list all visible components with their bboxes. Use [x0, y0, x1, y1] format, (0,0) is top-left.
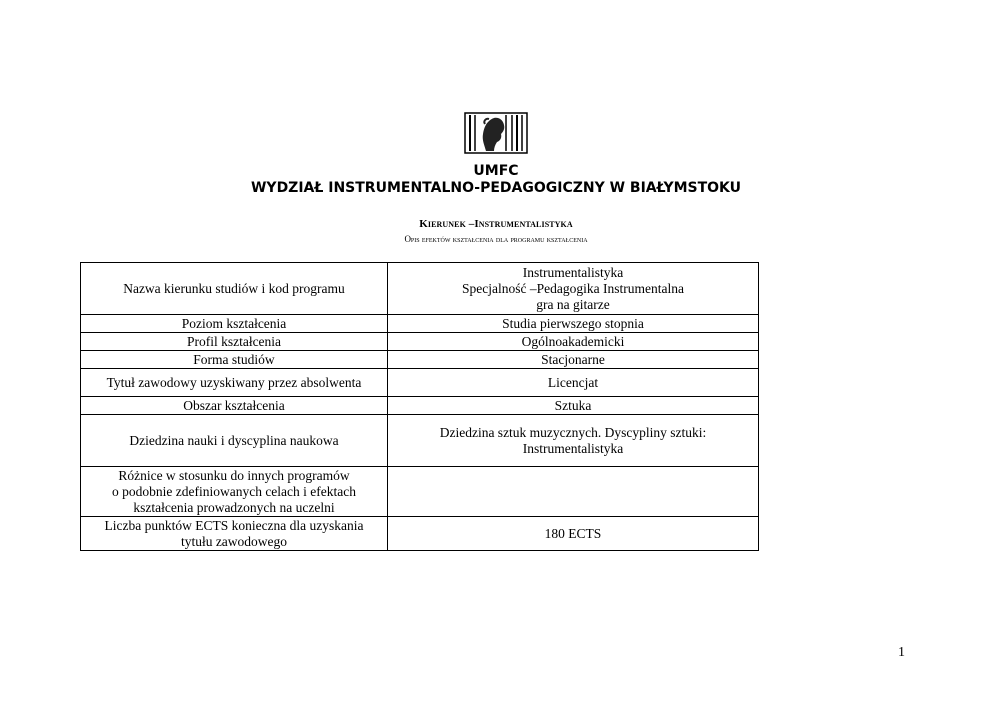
program-heading: Kierunek –Instrumentalistyka [419, 218, 573, 230]
row-label: Nazwa kierunku studiów i kod programu [81, 263, 388, 315]
row-value: 180 ECTS [388, 517, 759, 551]
table-row [81, 351, 759, 369]
program-info-table [80, 262, 759, 551]
table-row [81, 517, 759, 551]
row-value [388, 467, 759, 517]
row-label: Dziedzina nauki i dyscyplina naukowa [81, 415, 388, 467]
row-value: Dziedzina sztuk muzycznych. Dyscypliny sztuki: Instrumentalistyka [388, 415, 759, 467]
row-value: Licencjat [388, 369, 759, 397]
row-value: Ogólnoakademicki [388, 333, 759, 351]
table-row [81, 397, 759, 415]
page-number: 1 [898, 645, 905, 660]
row-label: Różnice w stosunku do innych programów o podobnie zdefiniowanych celach i efektach kształcenia prowadzonych na uczelni [81, 467, 388, 517]
table-row [81, 369, 759, 397]
org-title: UMFC [473, 163, 519, 179]
row-label: Forma studiów [81, 351, 388, 369]
table-row [81, 467, 759, 517]
row-value: Sztuka [388, 397, 759, 415]
row-label: Obszar kształcenia [81, 397, 388, 415]
row-label: Tytuł zawodowy uzyskiwany przez absolwenta [81, 369, 388, 397]
row-value: Stacjonarne [388, 351, 759, 369]
description-heading: Opis efektów kształcenia dla programu kształcenia [404, 234, 588, 244]
row-label: Profil kształcenia [81, 333, 388, 351]
table-row [81, 415, 759, 467]
table-row [81, 333, 759, 351]
faculty-title: WYDZIAŁ INSTRUMENTALNO-PEDAGOGICZNY W BIAŁYMSTOKU [250, 180, 742, 196]
row-label: Liczba punktów ECTS konieczna dla uzyskania tytułu zawodowego [81, 517, 388, 551]
table-row [81, 315, 759, 333]
row-label: Poziom kształcenia [81, 315, 388, 333]
table-row [81, 263, 759, 315]
umfc-logo [464, 112, 528, 154]
row-value: Instrumentalistyka Specjalność –Pedagogika Instrumentalna gra na gitarze [388, 263, 759, 315]
row-value: Studia pierwszego stopnia [388, 315, 759, 333]
